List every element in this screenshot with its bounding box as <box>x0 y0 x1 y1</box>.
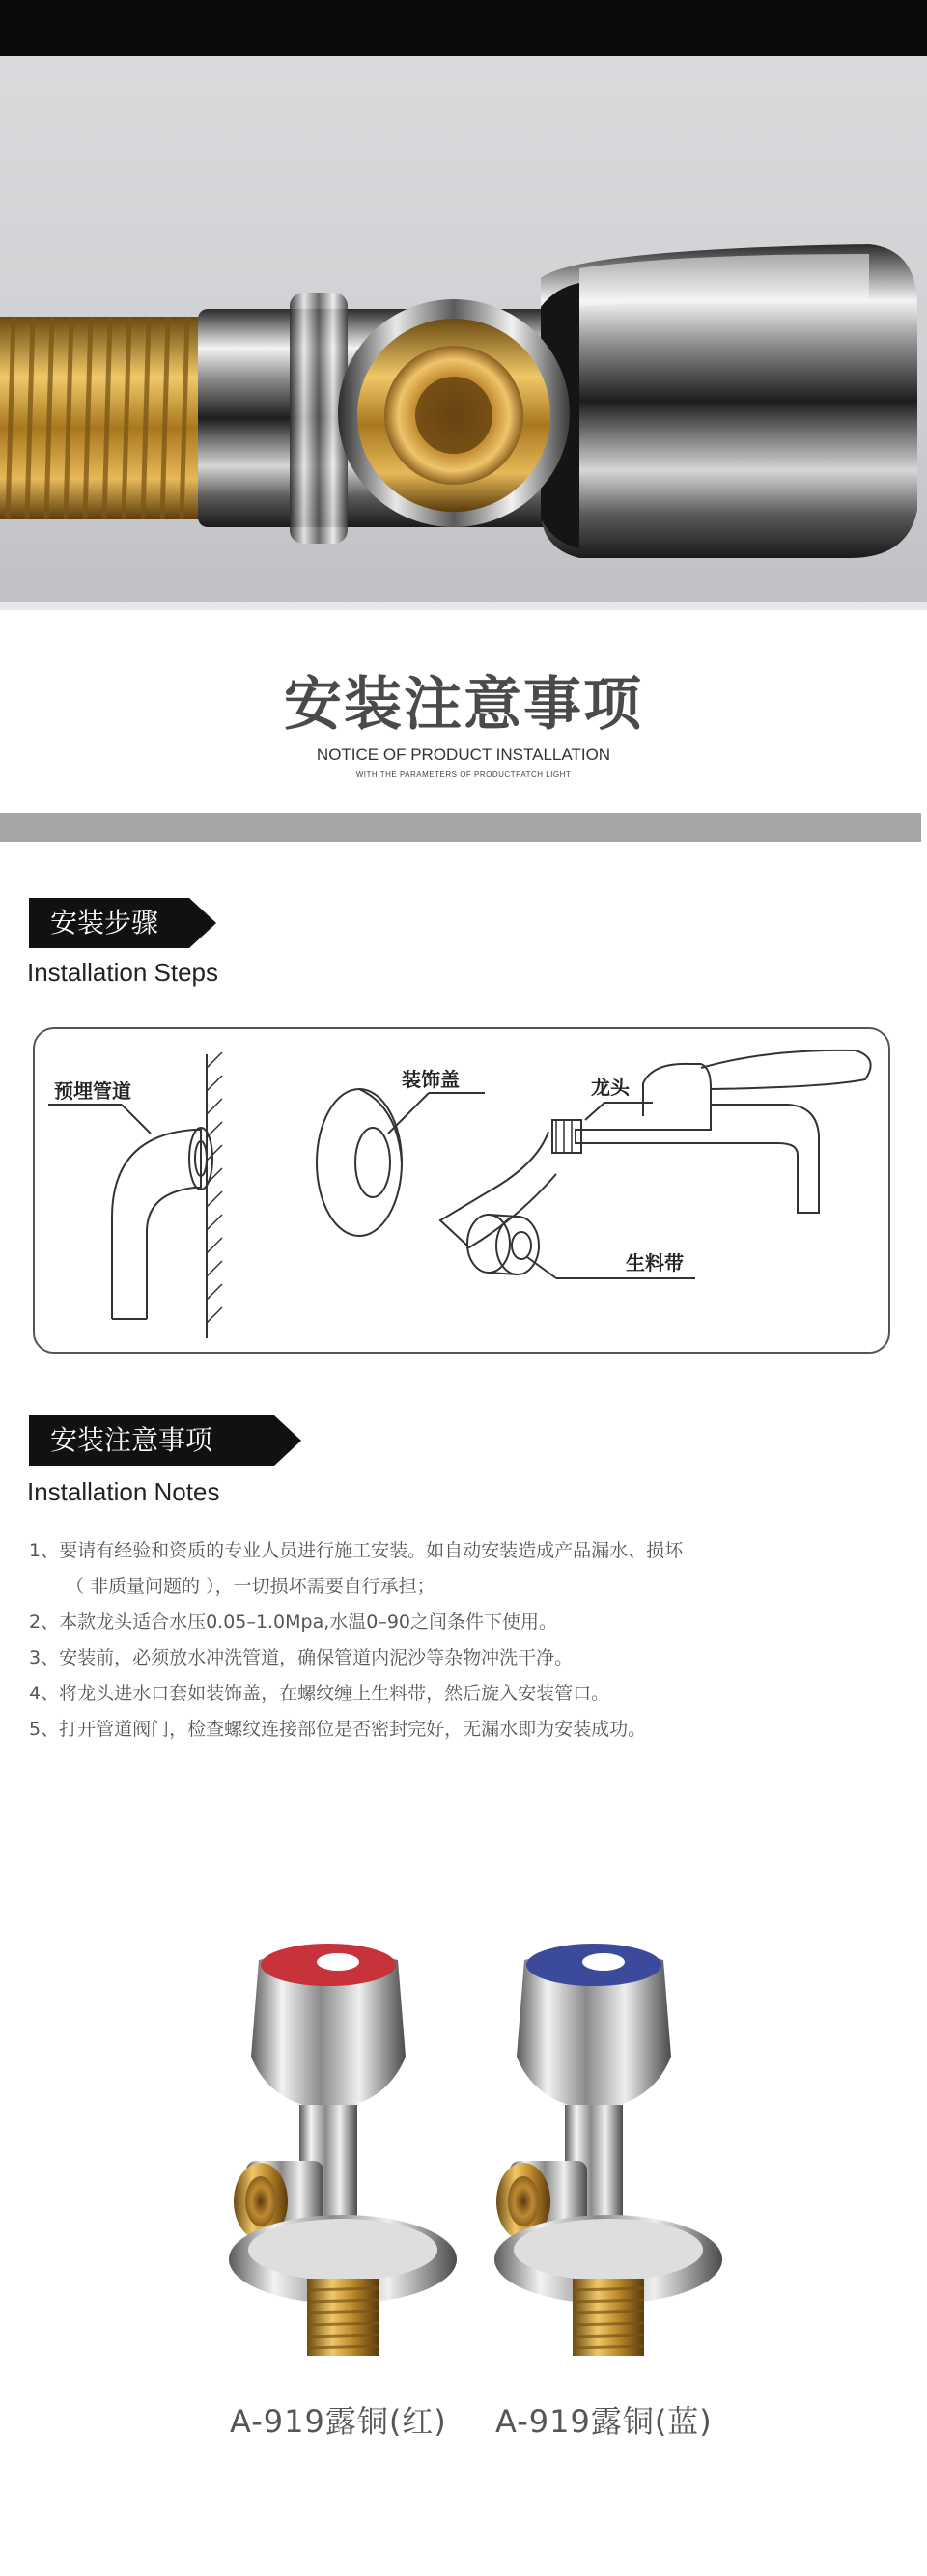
installation-title-block <box>0 610 927 813</box>
note-item-5: 5、打开管道阀门，检查螺纹连接部位是否密封完好，无漏水即为安装成功。 <box>29 1719 647 1740</box>
page-title-cn: 安装注意事项 <box>284 671 643 739</box>
product-valve-blue <box>494 1944 722 2356</box>
product-label-blue: A-919露铜(蓝) <box>495 2403 713 2440</box>
notes-section-tag <box>29 1415 274 1466</box>
label-embedded-pipe: 预埋管道 <box>54 1079 131 1103</box>
steps-section-label: Installation Steps <box>27 958 219 987</box>
note-item-2: 2、本款龙头适合水压0.05–1.0Mpa,水温0–90之间条件下使用。 <box>29 1611 558 1633</box>
note-item-1: 1、要请有经验和资质的专业人员进行施工安装。如自动安装造成产品漏水、损坏 <box>29 1540 684 1561</box>
installation-notes-list <box>29 1533 898 1748</box>
note-item-1-cont: （ 非质量问题的 ），一切损坏需要自行承担； <box>66 1576 435 1597</box>
label-ptfe-tape: 生料带 <box>626 1251 684 1274</box>
page-subtitle-en: WITH THE PARAMETERS OF PRODUCTPATCH LIGHT <box>355 770 572 779</box>
label-decorative-cover: 装饰盖 <box>402 1068 460 1091</box>
product-photos <box>0 1912 927 2452</box>
notes-section-tag-text: 安装注意事项 <box>50 1424 213 1456</box>
installation-steps-diagram <box>33 1027 890 1354</box>
product-valve-red <box>229 1944 457 2356</box>
page-title-en: NOTICE OF PRODUCT INSTALLATION <box>316 745 611 764</box>
hero-product-photo <box>0 56 927 610</box>
top-black-bar <box>0 0 927 56</box>
note-item-4: 4、将龙头进水口套如装饰盖，在螺纹缠上生料带，然后旋入安装管口。 <box>29 1683 610 1704</box>
steps-section-tag-text: 安装步骤 <box>50 907 159 938</box>
divider-bar <box>0 813 921 842</box>
notes-section-label: Installation Notes <box>27 1477 220 1506</box>
product-label-red: A-919露铜(红) <box>230 2403 447 2440</box>
note-item-3: 3、安装前，必须放水冲洗管道，确保管道内泥沙等杂物冲洗干净。 <box>29 1647 574 1668</box>
steps-section-tag <box>29 898 189 948</box>
label-faucet: 龙头 <box>591 1076 630 1099</box>
